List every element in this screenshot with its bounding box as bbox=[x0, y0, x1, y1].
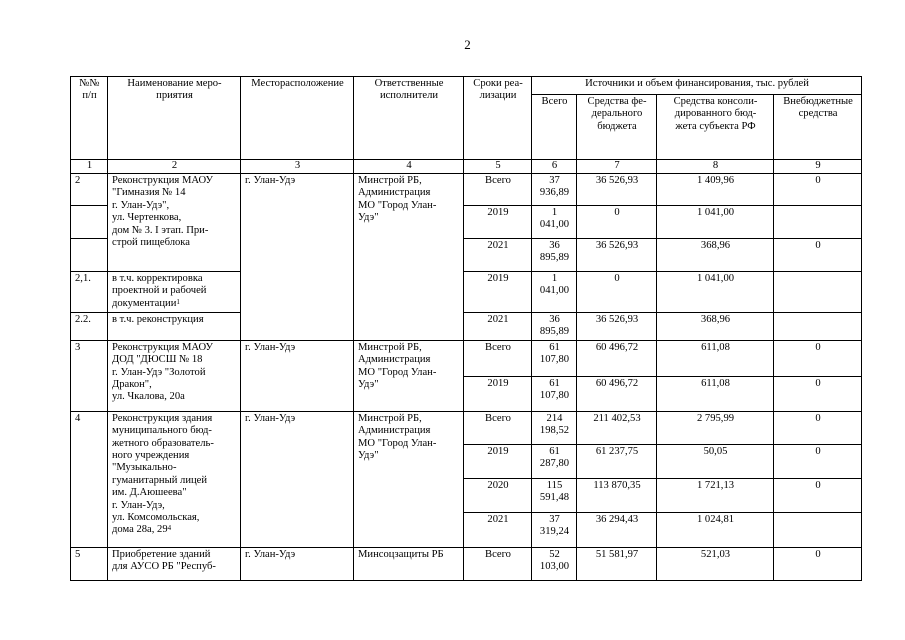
location: г. Улан-Удэ bbox=[241, 547, 354, 580]
col-number: 9 bbox=[774, 160, 862, 174]
row-number: 2 bbox=[71, 174, 108, 206]
project-name-text: в т.ч. корректировка проектной и рабочей документации bbox=[112, 273, 207, 309]
amount-federal: 36 526,93 bbox=[577, 239, 657, 272]
table-row bbox=[71, 547, 862, 580]
amount-federal: 211 402,53 bbox=[577, 411, 657, 444]
executors: Минстрой РБ, Администрация МО "Город Улан- Удэ" bbox=[354, 174, 464, 341]
amount-regional: 368,96 bbox=[657, 313, 774, 341]
page-number: 2 bbox=[464, 37, 471, 52]
period: Всего bbox=[464, 174, 532, 206]
header-federal: Средства фе- дерального бюджета bbox=[577, 95, 657, 160]
executors: Минсоцзащиты РБ bbox=[354, 547, 464, 580]
table-row bbox=[71, 411, 862, 444]
amount-regional: 1 041,00 bbox=[657, 206, 774, 239]
location: г. Улан-Удэ bbox=[241, 340, 354, 411]
period: Всего bbox=[464, 340, 532, 376]
col-number: 5 bbox=[464, 160, 532, 174]
col-number: 2 bbox=[108, 160, 241, 174]
amount-total: 36 895,89 bbox=[532, 313, 577, 341]
amount-federal: 113 870,35 bbox=[577, 478, 657, 512]
amount-extra bbox=[774, 512, 862, 547]
amount-total: 115 591,48 bbox=[532, 478, 577, 512]
row-number: 4 bbox=[71, 411, 108, 547]
amount-regional: 50,05 bbox=[657, 444, 774, 478]
row-number-empty bbox=[71, 239, 108, 272]
period: 2019 bbox=[464, 376, 532, 411]
table-row bbox=[71, 272, 862, 313]
amount-regional: 1 024,81 bbox=[657, 512, 774, 547]
row-number-empty bbox=[71, 206, 108, 239]
period: Всего bbox=[464, 411, 532, 444]
amount-federal: 36 526,93 bbox=[577, 313, 657, 341]
period: 2019 bbox=[464, 206, 532, 239]
period: 2019 bbox=[464, 444, 532, 478]
row-number: 5 bbox=[71, 547, 108, 580]
amount-extra bbox=[774, 206, 862, 239]
executors: Минстрой РБ, Администрация МО "Город Улан- Удэ" bbox=[354, 411, 464, 547]
header-extra: Внебюджетные средства bbox=[774, 95, 862, 160]
project-name bbox=[108, 411, 241, 547]
project-name: Приобретение зданий для АУСО РБ "Респуб- bbox=[108, 547, 241, 580]
header-location: Месторасположение bbox=[241, 77, 354, 160]
amount-regional: 611,08 bbox=[657, 340, 774, 376]
col-number: 3 bbox=[241, 160, 354, 174]
footnote-mark: 4 bbox=[167, 524, 172, 533]
amount-federal: 61 237,75 bbox=[577, 444, 657, 478]
amount-extra: 0 bbox=[774, 340, 862, 376]
project-name bbox=[108, 272, 241, 313]
amount-federal: 60 496,72 bbox=[577, 340, 657, 376]
executors: Минстрой РБ, Администрация МО "Город Улан- Удэ" bbox=[354, 340, 464, 411]
column-numbers-row bbox=[71, 160, 862, 174]
col-number: 6 bbox=[532, 160, 577, 174]
amount-regional: 1 409,96 bbox=[657, 174, 774, 206]
col-number: 8 bbox=[657, 160, 774, 174]
project-name-text: Реконструкция здания муниципального бюд- жетного образователь- ного учреждения "Музыкально- гуманитарный лицей им. Д.Аюшеева" г. Улан-Удэ, ул. Комсомольская, дома 28а, 29 bbox=[112, 412, 214, 536]
header-num: №№ п/п bbox=[71, 77, 108, 160]
row-number: 2.2. bbox=[71, 313, 108, 341]
footnote-mark: 1 bbox=[176, 297, 180, 306]
amount-total: 36 895,89 bbox=[532, 239, 577, 272]
header-row-1 bbox=[71, 77, 862, 95]
location: г. Улан-Удэ bbox=[241, 174, 354, 341]
amount-regional: 1 041,00 bbox=[657, 272, 774, 313]
amount-total: 61 107,80 bbox=[532, 376, 577, 411]
funding-table bbox=[70, 76, 862, 581]
amount-regional: 1 721,13 bbox=[657, 478, 774, 512]
amount-total: 1 041,00 bbox=[532, 206, 577, 239]
amount-federal: 36 294,43 bbox=[577, 512, 657, 547]
period: 2020 bbox=[464, 478, 532, 512]
location: г. Улан-Удэ bbox=[241, 411, 354, 547]
amount-total: 61 287,80 bbox=[532, 444, 577, 478]
amount-regional: 521,03 bbox=[657, 547, 774, 580]
amount-extra: 0 bbox=[774, 478, 862, 512]
header-sources: Источники и объем финансирования, тыс. рублей bbox=[532, 77, 862, 95]
col-number: 4 bbox=[354, 160, 464, 174]
project-name: Реконструкция МАОУ ДОД "ДЮСШ № 18 г. Улан-Удэ "Золотой Дракон", ул. Чкалова, 20а bbox=[108, 340, 241, 411]
col-number: 1 bbox=[71, 160, 108, 174]
period: 2019 bbox=[464, 272, 532, 313]
period: 2021 bbox=[464, 313, 532, 341]
amount-federal: 0 bbox=[577, 272, 657, 313]
header-dates: Сроки реа- лизации bbox=[464, 77, 532, 160]
amount-extra: 0 bbox=[774, 239, 862, 272]
amount-total: 214 198,52 bbox=[532, 411, 577, 444]
col-number: 7 bbox=[577, 160, 657, 174]
amount-extra: 0 bbox=[774, 174, 862, 206]
period: 2021 bbox=[464, 512, 532, 547]
table-row bbox=[71, 174, 862, 206]
amount-extra: 0 bbox=[774, 376, 862, 411]
amount-total: 37 319,24 bbox=[532, 512, 577, 547]
amount-total: 1 041,00 bbox=[532, 272, 577, 313]
table-row bbox=[71, 340, 862, 376]
amount-federal: 60 496,72 bbox=[577, 376, 657, 411]
amount-extra: 0 bbox=[774, 444, 862, 478]
amount-federal: 0 bbox=[577, 206, 657, 239]
period: 2021 bbox=[464, 239, 532, 272]
header-executors: Ответственные исполнители bbox=[354, 77, 464, 160]
amount-total: 52 103,00 bbox=[532, 547, 577, 580]
header-name: Наименование меро- приятия bbox=[108, 77, 241, 160]
amount-extra bbox=[774, 313, 862, 341]
project-name: в т.ч. реконструкция bbox=[108, 313, 241, 341]
amount-regional: 368,96 bbox=[657, 239, 774, 272]
amount-regional: 611,08 bbox=[657, 376, 774, 411]
row-number: 2,1. bbox=[71, 272, 108, 313]
table-row bbox=[71, 313, 862, 341]
amount-federal: 51 581,97 bbox=[577, 547, 657, 580]
header-regional: Средства консоли- дированного бюд- жета субъекта РФ bbox=[657, 95, 774, 160]
amount-extra bbox=[774, 272, 862, 313]
amount-regional: 2 795,99 bbox=[657, 411, 774, 444]
amount-federal: 36 526,93 bbox=[577, 174, 657, 206]
amount-extra: 0 bbox=[774, 411, 862, 444]
amount-extra: 0 bbox=[774, 547, 862, 580]
period: Всего bbox=[464, 547, 532, 580]
header-total: Всего bbox=[532, 95, 577, 160]
amount-total: 37 936,89 bbox=[532, 174, 577, 206]
row-number: 3 bbox=[71, 340, 108, 411]
project-name: Реконструкция МАОУ "Гимназия № 14 г. Улан-Удэ", ул. Чертенкова, дом № 3. I этап. При- строй пищеблока bbox=[108, 174, 241, 272]
amount-total: 61 107,80 bbox=[532, 340, 577, 376]
